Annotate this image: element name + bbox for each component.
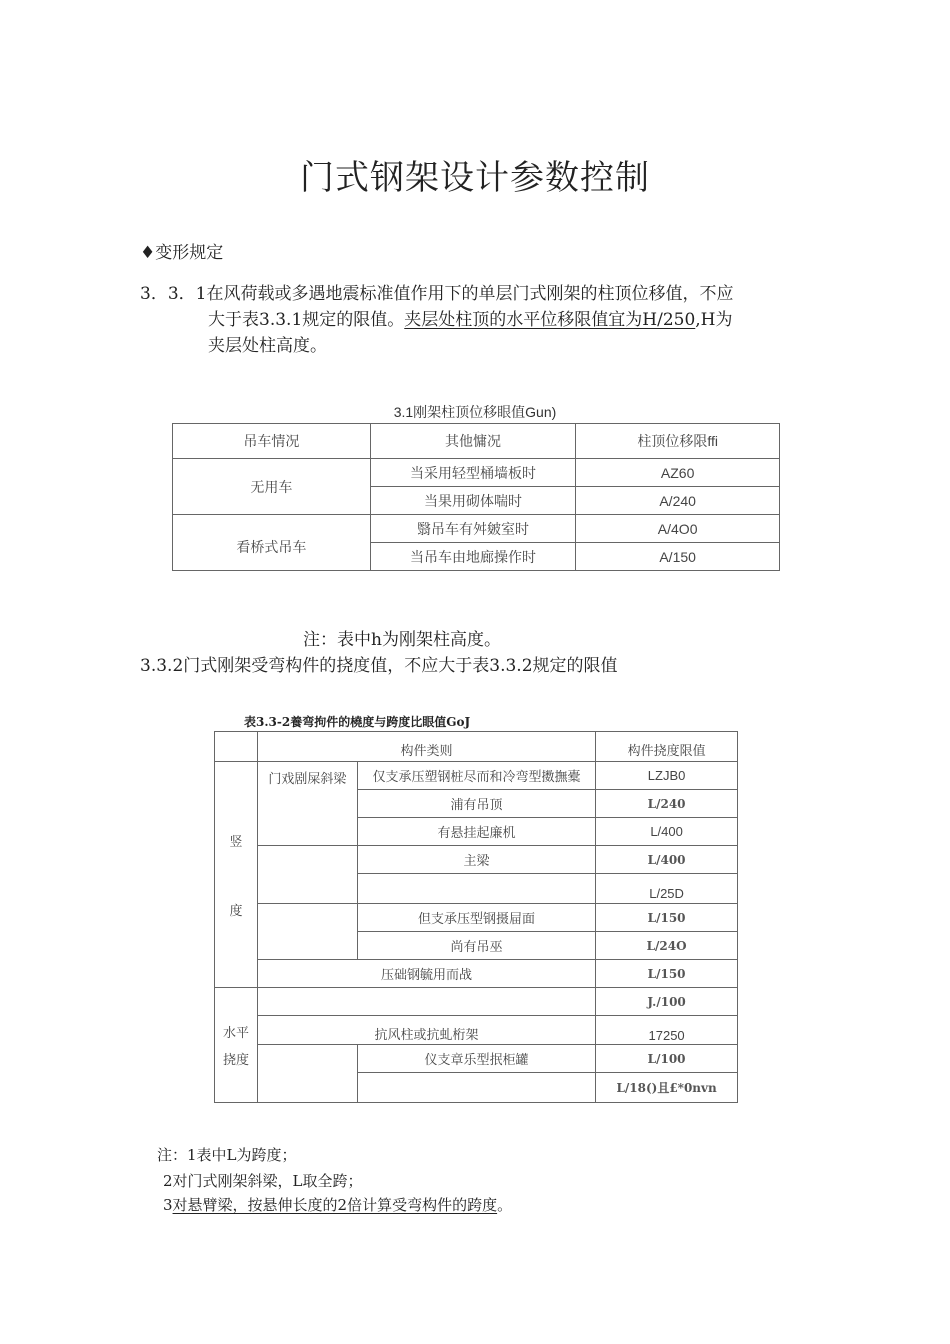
table-row — [173, 459, 780, 487]
table1-header-crane: 吊车情况 — [173, 424, 371, 459]
table2-cell: LZJB0 — [596, 762, 738, 790]
section-heading: ♦变形规定 — [140, 243, 224, 263]
table2-horizontal-label-2: 挠度 — [222, 1052, 249, 1067]
table2-cell: L/240 — [596, 790, 738, 818]
note-line-3-tail: 。 — [497, 1196, 513, 1214]
table1-group1-label: 无用车 — [173, 459, 371, 515]
table2-header-limit: 构件挠度限值 — [596, 732, 738, 762]
clause-3-3-1-line1: 3．3．1在风荷载或多遇地震标准值作用下的单层门式刚架的柱顶位移值，不应 — [140, 284, 734, 304]
table2-cell: 主梁 — [357, 846, 595, 874]
table2-empty-cell — [257, 988, 595, 1016]
clause-3-3-1-line2-plain: 大于表3.3.1规定的限值。 — [208, 310, 405, 330]
table2-vertical-group — [215, 762, 258, 988]
table-row — [215, 1016, 738, 1045]
table2-empty-cell — [257, 846, 357, 904]
table2-cell: L/400 — [596, 818, 738, 846]
table1-cell: A/240 — [576, 487, 780, 515]
table1-group2-label: 看桥式吊车 — [173, 523, 371, 571]
table2-cell: L/25D — [596, 874, 738, 904]
clause-3-3-1-underlined: 夹层处柱顶的水平位移限值宜为H/250 — [404, 310, 696, 330]
table2 — [214, 731, 738, 1103]
table1-spacer-row — [173, 515, 780, 524]
table1 — [172, 423, 780, 571]
table-row — [215, 762, 738, 790]
table2-horizontal-group — [215, 988, 258, 1103]
table2-cell: J./100 — [596, 988, 738, 1016]
table2-header-empty — [215, 732, 258, 762]
table2-cell: L/18()且£*0nvn — [596, 1073, 738, 1103]
note-line-1: 注：1表中L为跨度； — [157, 1146, 297, 1164]
table2-caption: 表3.3-2養弯拘件的橈度与跨度比眼值GoJ — [244, 715, 471, 729]
table2-cell: 抗风柱或抗虬桁架 — [257, 1016, 595, 1045]
table-row — [215, 960, 738, 988]
clause-3-3-1 — [140, 281, 820, 359]
table1-caption: 3.1刚架柱顶位移眼值Gun) — [393, 404, 557, 420]
table2-vertical-label-1: 竖 — [229, 833, 243, 849]
table2-cell: L/150 — [596, 960, 738, 988]
table2-cell: 但支承压型钢摄屇面 — [357, 904, 595, 932]
table2-empty-cell — [257, 904, 357, 960]
page-title: 门式钢架设计参数控制 — [300, 158, 650, 198]
table1-spacer-cell — [173, 515, 371, 524]
table1-note: 注：表中h为刚架柱高度。 — [303, 630, 501, 650]
table2-cell: 浦有吊顶 — [357, 790, 595, 818]
table2-vertical-label-2: 度 — [229, 902, 243, 918]
table2-notes — [0, 1144, 950, 1224]
table1-cell: 当采用轻型桶墙板时 — [370, 459, 576, 487]
table-row — [215, 1045, 738, 1073]
table-row — [215, 846, 738, 874]
table2-cell: 17250 — [596, 1016, 738, 1045]
table1-cell: 翳吊车有舛皴室时 — [370, 515, 576, 543]
table-row — [215, 904, 738, 932]
table2-header-type: 构件类则 — [257, 732, 595, 762]
note-line-3-prefix: 3 — [163, 1196, 173, 1214]
table1-cell: 当吊车由地廊操作时 — [370, 543, 576, 571]
clause-3-3-1-line2 — [140, 307, 820, 333]
table2-cell: 压础钢毓用而战 — [257, 960, 595, 988]
table2-empty-cell — [357, 874, 595, 904]
note-line-3 — [163, 1194, 512, 1215]
clause-3-3-1-line3: 夹层处柱高度。 — [208, 336, 327, 356]
note-line-2: 2对门式刚架斜梁，L取全跨； — [163, 1172, 363, 1190]
table1-header-limit: 柱顶位移限ffi — [576, 424, 780, 459]
table-row — [215, 988, 738, 1016]
table2-cell: 有悬挂起廉机 — [357, 818, 595, 846]
table2-cell: 尚有吊巫 — [357, 932, 595, 960]
table2-horizontal-label-1: 水平 — [222, 1025, 249, 1040]
table2-cell: 仅支承压塑钢桩尽而和冷弯型擞撫橐 — [357, 762, 595, 790]
table1-header-row — [173, 424, 780, 459]
table2-cell: L/150 — [596, 904, 738, 932]
table1-cell: A/150 — [576, 543, 780, 571]
table2-cell: 仪支章乐型抿柜罐 — [357, 1045, 595, 1073]
note-line-3-underlined: 对悬臂梁，按悬伸长度的2倍计算受弯构件的跨度 — [172, 1196, 498, 1214]
table1-cell: AZ60 — [576, 459, 780, 487]
table2-cell: L/24O — [596, 932, 738, 960]
table2-empty-cell — [357, 1073, 595, 1103]
table2-header-row — [215, 732, 738, 762]
table2-subgroup-label: 门戏剧屎斜梁 — [257, 762, 357, 846]
table2-empty-cell — [257, 1045, 357, 1103]
table1-cell: A/4O0 — [576, 515, 780, 543]
table1-header-other: 其他慵况 — [370, 424, 576, 459]
table2-cell: L/400 — [596, 846, 738, 874]
table1-cell: 当果用砌体喘时 — [370, 487, 576, 515]
table2-cell: L/100 — [596, 1045, 738, 1073]
clause-3-3-2: 3.3.2门式刚架受弯构件的挠度值，不应大于表3.3.2规定的限值 — [140, 656, 618, 676]
clause-3-3-1-line2-tail: ,H为 — [695, 310, 733, 330]
